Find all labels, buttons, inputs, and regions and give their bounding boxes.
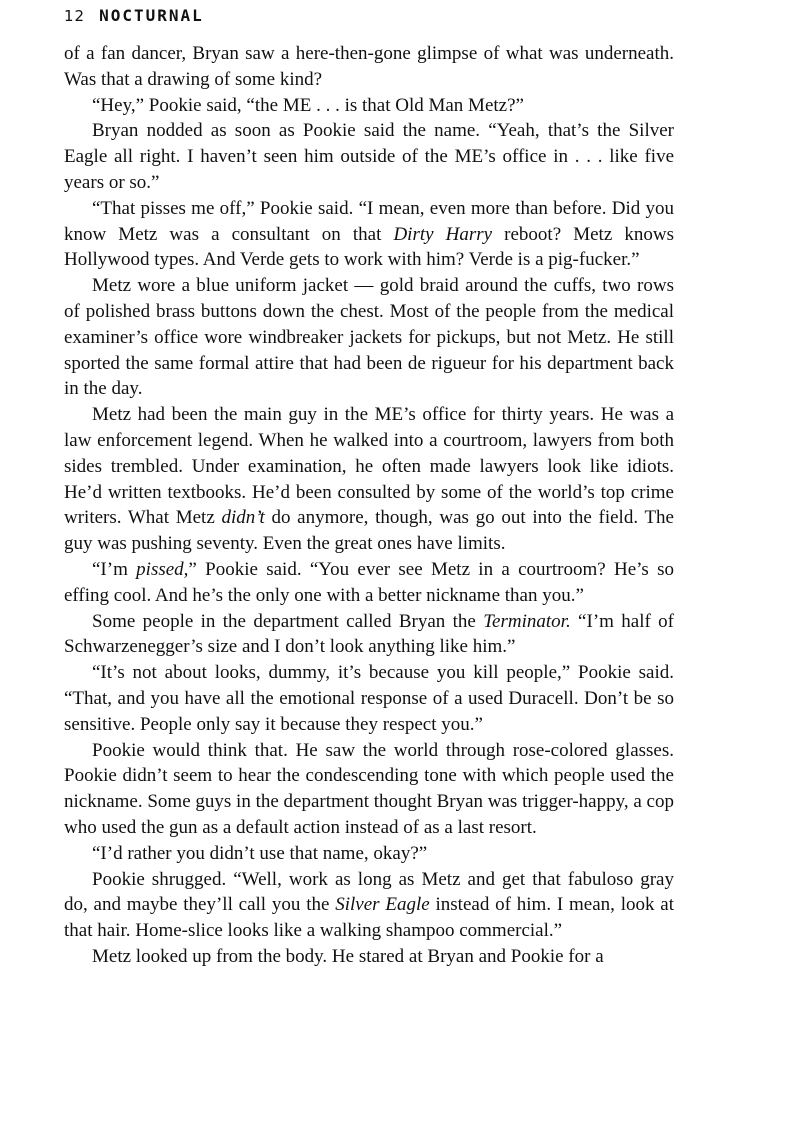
italic-text: Silver Eagle xyxy=(335,894,430,916)
italic-text: Terminator. xyxy=(483,610,571,632)
paragraph xyxy=(64,41,674,93)
paragraph xyxy=(64,93,674,119)
paragraph xyxy=(64,402,674,557)
paragraph xyxy=(64,867,674,944)
paragraph xyxy=(64,557,674,609)
text-run: reboot? Metz knows Hollywood types. And Verde gets to work with him? Verde is a pig-fucker.” xyxy=(64,223,674,271)
paragraph xyxy=(64,609,674,661)
paragraph xyxy=(64,738,674,841)
text-run: of a fan dancer, Bryan saw a here-then-gone glimpse of what was underneath. Was that a drawing of some kind? xyxy=(64,43,674,90)
text-run: “I’m xyxy=(92,558,137,580)
paragraph xyxy=(64,944,674,970)
page-number: 12 xyxy=(64,7,86,25)
text-run: Bryan nodded as soon as Pookie said the name. “Yeah, that’s the Silver Eagle all right. I haven’t seen him outside of the ME’s office in . . . like five years or so.” xyxy=(64,120,674,193)
text-run: Metz looked up from the body. He stared at Bryan and Pookie for a xyxy=(92,945,604,967)
text-run: Pookie shrugged. “Well, work as long as Metz and get that fabuloso gray do, and maybe they’ll call you the xyxy=(64,868,674,916)
paragraph xyxy=(64,841,674,867)
italic-text: pissed, xyxy=(136,558,189,580)
text-run: Pookie would think that. He saw the world through rose-colored glasses. Pookie didn’t seem to hear the condescending tone with which people used the nickname. Some guys in the department thought Bryan was trigger-happy, a cop who used the gun as a default action instead of as a last resort. xyxy=(64,739,674,838)
text-run: “I’d rather you didn’t use that name, okay?” xyxy=(92,842,428,864)
text-run: “Hey,” Pookie said, “the ME . . . is that Old Man Metz?” xyxy=(92,94,524,116)
text-run: Metz had been the main guy in the ME’s office for thirty years. He was a law enforcement legend. When he walked into a courtroom, lawyers from both sides trembled. Under examination, he often made lawyers look like idiots. He’d written textbooks. He’d been consulted by some of the world’s top crime writers. What Metz xyxy=(64,404,674,529)
paragraph xyxy=(64,273,674,402)
running-head xyxy=(64,6,204,28)
body-text xyxy=(64,41,674,970)
text-run: Some people in the department called Bryan the xyxy=(92,610,484,632)
book-title: NOCTURNAL xyxy=(99,6,204,25)
text-run: do anymore, though, was go out into the field. The guy was pushing seventy. Even the great ones have limits. xyxy=(64,507,674,555)
paragraph xyxy=(64,118,674,195)
text-run: ” Pookie said. “You ever see Metz in a courtroom? He’s so effing cool. And he’s the only one with a better nickname than you.” xyxy=(64,558,674,606)
paragraph xyxy=(64,196,674,273)
italic-text: Dirty Harry xyxy=(393,223,493,245)
text-run: “That pisses me off,” Pookie said. “I mean, even more than before. Did you know Metz was a consultant on that xyxy=(64,197,674,245)
paragraph xyxy=(64,660,674,737)
text-run: “I’m half of Schwarzenegger’s size and I don’t look anything like him.” xyxy=(64,610,675,658)
text-run: “It’s not about looks, dummy, it’s because you kill people,” Pookie said. “That, and you have all the emotional response of a used Duracell. Don’t be so sensitive. People only say it because they respect you.” xyxy=(64,662,674,735)
text-run: Metz wore a blue uniform jacket — gold braid around the cuffs, two rows of polished brass buttons down the chest. Most of the people from the medical examiner’s office wore windbreaker jackets for pickups, but not Metz. He still sported the same formal attire that had been de rigueur for his department back in the day. xyxy=(64,275,674,400)
text-run: instead of him. I mean, look at that hair. Home-slice looks like a walking shampoo commercial.” xyxy=(64,894,675,942)
italic-text: didn’t xyxy=(221,507,265,529)
